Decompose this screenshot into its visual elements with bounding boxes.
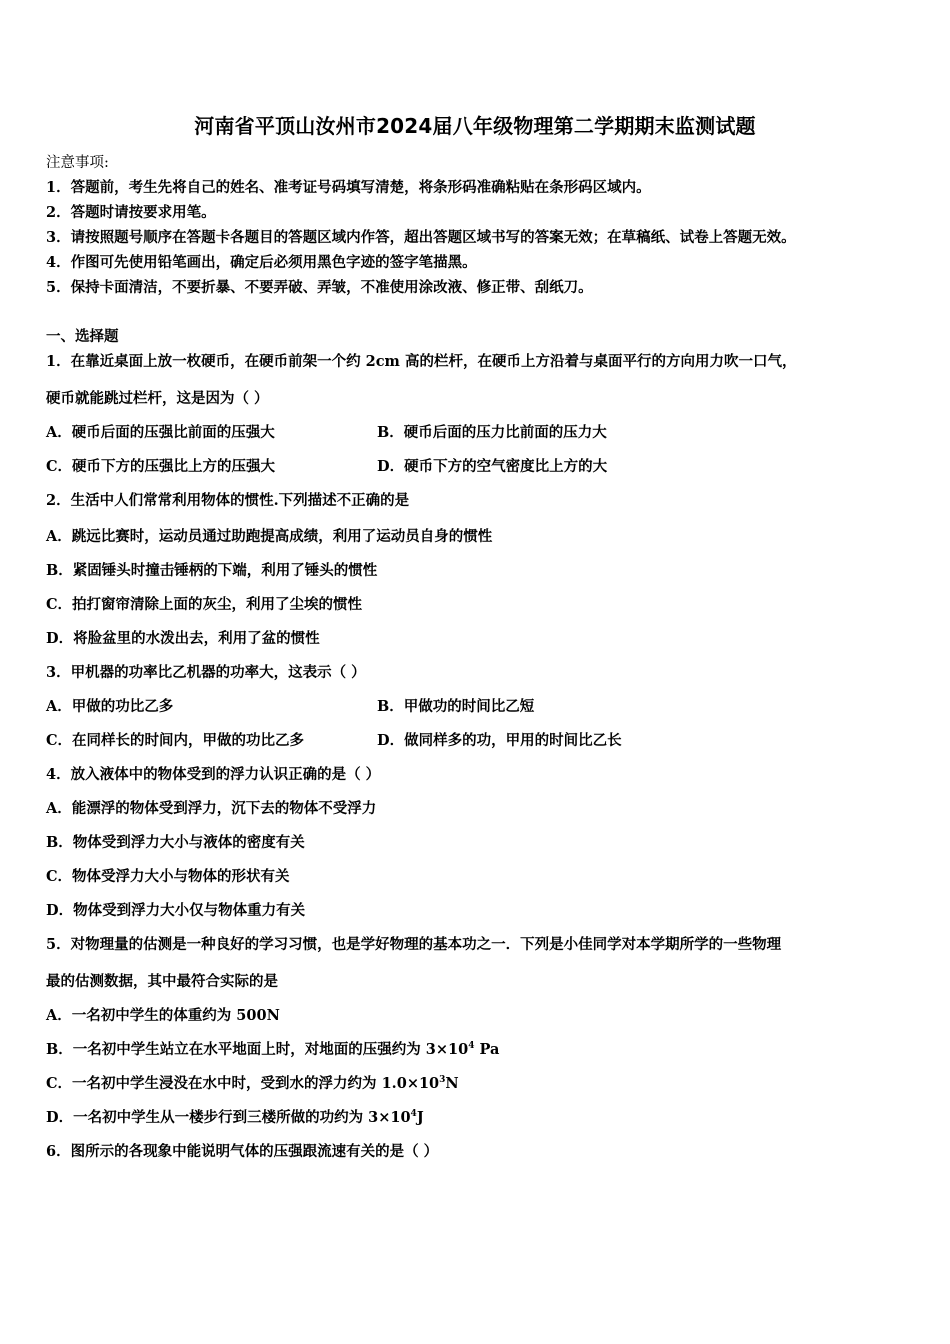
notice-item-1: 1．答题前，考生先将自己的姓名、准考证号码填写清楚，将条形码准确粘贴在条形码区域内。: [46, 179, 651, 196]
q5-option-c-unit: N: [445, 1075, 459, 1092]
q5-option-d: [46, 1109, 424, 1127]
q5-option-c-text: C．一名初中学生浸没在水中时，受到水的浮力约为 1.0×10: [46, 1075, 440, 1092]
notice-item-2: 2．答题时请按要求用笔。: [46, 204, 216, 221]
q4-option-c: C．物体受浮力大小与物体的形状有关: [46, 868, 290, 885]
q5-option-b: [46, 1041, 499, 1059]
q6-stem: 6．图所示的各现象中能说明气体的压强跟流速有关的是（ ）: [46, 1143, 439, 1160]
q3-option-a: A．甲做的功比乙多: [46, 698, 174, 715]
q2-option-b: B．紧固锤头时撞击锤柄的下端，利用了锤头的惯性: [46, 562, 378, 579]
q5-option-b-exponent: 4: [468, 1041, 475, 1051]
q5-option-d-exponent: 4: [410, 1109, 417, 1119]
q5-stem-line-2: 最的估测数据，其中最符合实际的是: [46, 973, 278, 990]
q4-stem: 4．放入液体中的物体受到的浮力认识正确的是（ ）: [46, 766, 381, 783]
q2-option-d: D．将脸盆里的水泼出去，利用了盆的惯性: [46, 630, 320, 647]
notice-item-5: 5．保持卡面清洁，不要折暴、不要弄破、弄皱，不准使用涂改液、修正带、刮纸刀。: [46, 279, 593, 296]
notice-item-4: 4．作图可先使用铅笔画出，确定后必须用黑色字迹的签字笔描黑。: [46, 254, 477, 271]
notice-heading: 注意事项:: [46, 155, 109, 171]
section-heading: 一、选择题: [46, 328, 119, 345]
q2-option-a: A．跳远比赛时，运动员通过助跑提高成绩，利用了运动员自身的惯性: [46, 528, 493, 545]
q4-option-d: D．物体受到浮力大小仅与物体重力有关: [46, 902, 306, 919]
q4-option-a: A．能漂浮的物体受到浮力，沉下去的物体不受浮力: [46, 800, 377, 817]
q2-stem: 2．生活中人们常常利用物体的惯性.下列描述不正确的是: [46, 492, 410, 509]
q5-option-b-text: B．一名初中学生站立在水平地面上时，对地面的压强约为 3×10: [46, 1041, 469, 1058]
q5-option-d-unit: J: [416, 1109, 424, 1126]
notice-item-3: 3．请按照题号顺序在答题卡各题目的答题区域内作答，超出答题区域书写的答案无效；在草稿纸、试卷上答题无效。: [46, 229, 796, 246]
q1-stem-line-2: 硬币就能跳过栏杆，这是因为（ ）: [46, 390, 269, 407]
q4-option-b: B．物体受到浮力大小与液体的密度有关: [46, 834, 305, 851]
q5-option-d-text: D．一名初中学生从一楼步行到三楼所做的功约为 3×10: [46, 1109, 411, 1126]
q5-option-b-unit: Pa: [474, 1041, 500, 1058]
q1-option-b: B．硬币后面的压力比前面的压力大: [377, 424, 607, 441]
q1-option-d: D．硬币下方的空气密度比上方的大: [377, 458, 608, 475]
q3-option-d: D．做同样多的功，甲用的时间比乙长: [377, 732, 622, 749]
q1-stem-line-1: 1．在靠近桌面上放一枚硬币，在硬币前架一个约 2cm 高的栏杆，在硬币上方沿着与桌面平行的方向用力吹一口气，: [46, 353, 797, 370]
q1-option-c: C．硬币下方的压强比上方的压强大: [46, 458, 276, 475]
q5-option-a: A．一名初中学生的体重约为 500N: [46, 1007, 280, 1024]
q5-stem-line-1: 5．对物理量的估测是一种良好的学习习惯，也是学好物理的基本功之一．下列是小佳同学对本学期所学的一些物理: [46, 936, 782, 953]
q5-option-c: [46, 1075, 459, 1093]
q3-stem: 3．甲机器的功率比乙机器的功率大，这表示（ ）: [46, 664, 366, 681]
q1-option-a: A．硬币后面的压强比前面的压强大: [46, 424, 275, 441]
q3-option-b: B．甲做功的时间比乙短: [377, 698, 535, 715]
page-title: 河南省平顶山汝州市2024届八年级物理第二学期期末监测试题: [194, 114, 756, 138]
q3-option-c: C．在同样长的时间内，甲做的功比乙多: [46, 732, 305, 749]
q2-option-c: C．拍打窗帘清除上面的灰尘，利用了尘埃的惯性: [46, 596, 363, 613]
q5-option-c-exponent: 3: [439, 1075, 446, 1085]
